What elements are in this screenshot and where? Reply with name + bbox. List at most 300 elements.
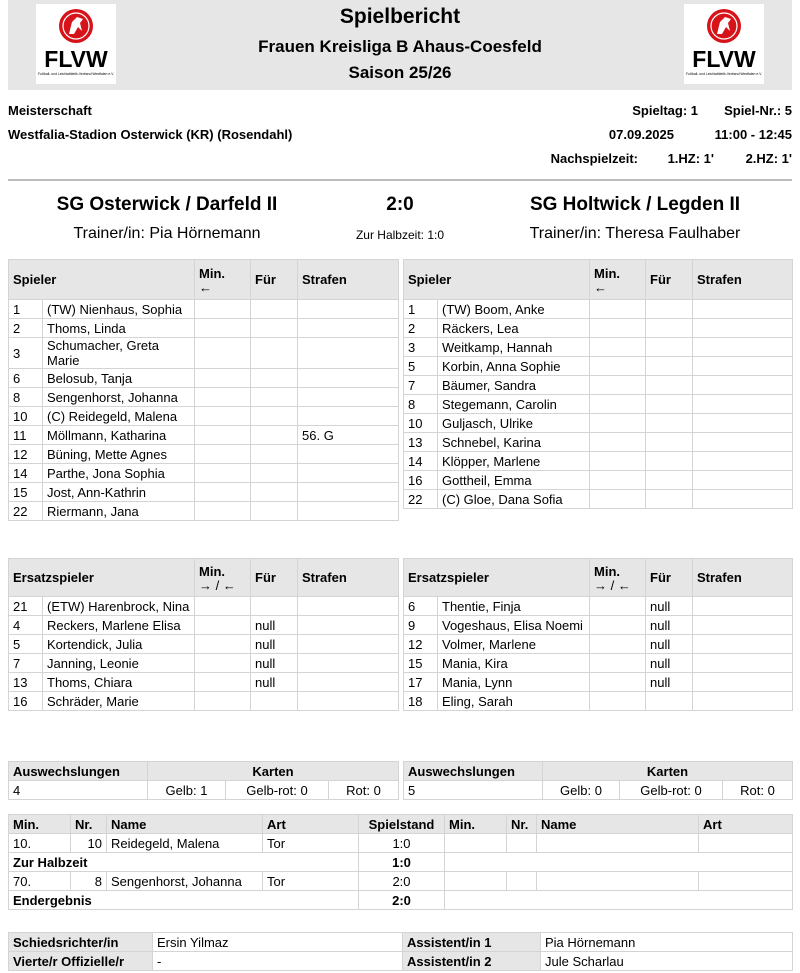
player-minute <box>590 319 646 338</box>
halftime-label: Zur Halbzeit <box>9 853 359 872</box>
player-number: 3 <box>9 338 43 369</box>
player-name: (TW) Boom, Anke <box>438 300 590 319</box>
player-penalty <box>298 319 399 338</box>
player-penalty <box>298 635 399 654</box>
player-row <box>9 635 399 654</box>
player-name: Korbin, Anna Sophie <box>438 357 590 376</box>
player-for <box>251 464 298 483</box>
player-for: null <box>251 673 298 692</box>
player-penalty <box>298 502 399 521</box>
overtime-first-half: 1.HZ: 1' <box>667 151 714 166</box>
player-for <box>251 426 298 445</box>
player-row <box>9 388 399 407</box>
event-score: 2:0 <box>359 872 445 891</box>
player-name: Guljasch, Ulrike <box>438 414 590 433</box>
referee-label: Schiedsrichter/in <box>9 933 153 952</box>
player-minute <box>195 616 251 635</box>
event-type: Tor <box>263 872 359 891</box>
player-minute <box>590 338 646 357</box>
player-number: 6 <box>404 597 438 616</box>
player-number: 10 <box>404 414 438 433</box>
player-row <box>9 597 399 616</box>
player-row <box>404 490 793 509</box>
player-for: null <box>646 654 693 673</box>
player-row <box>9 300 399 319</box>
event-min-header: Min. <box>9 815 71 834</box>
player-for <box>646 414 693 433</box>
player-minute <box>195 388 251 407</box>
halftime-score: Zur Halbzeit: 1:0 <box>355 228 445 242</box>
player-for <box>646 490 693 509</box>
home-subs-table <box>8 558 399 711</box>
player-name: Thoms, Linda <box>43 319 195 338</box>
player-row <box>9 654 399 673</box>
event-minute: 10. <box>9 834 71 853</box>
player-minute <box>195 502 251 521</box>
player-number: 21 <box>9 597 43 616</box>
player-minute <box>195 300 251 319</box>
player-number: 2 <box>9 319 43 338</box>
player-for <box>251 692 298 711</box>
player-name: Thentie, Finja <box>438 597 590 616</box>
venue: Westfalia-Stadion Osterwick (KR) (Rosendahl) <box>8 127 293 142</box>
player-minute <box>195 654 251 673</box>
player-penalty <box>693 300 793 319</box>
event-name-header: Name <box>107 815 263 834</box>
player-row <box>404 376 793 395</box>
player-name: Stegemann, Carolin <box>438 395 590 414</box>
player-penalty <box>693 414 793 433</box>
home-team-name: SG Osterwick / Darfeld II <box>56 194 278 215</box>
yellow-cards: Gelb: 1 <box>148 781 226 800</box>
player-minute <box>195 338 251 369</box>
player-minute <box>195 483 251 502</box>
page-title: Spielbericht <box>339 5 461 28</box>
event-nr-header: Nr. <box>507 815 537 834</box>
player-row <box>404 616 793 635</box>
player-number: 3 <box>404 338 438 357</box>
substitutions-header: Auswechslungen <box>404 762 543 781</box>
event-min-header: Min. <box>445 815 507 834</box>
player-penalty <box>298 673 399 692</box>
player-row <box>9 407 399 426</box>
player-number: 7 <box>404 376 438 395</box>
player-row <box>404 319 793 338</box>
player-number: 14 <box>9 464 43 483</box>
logo-subtext: Fußball- und Leichtathletik-Verband Westfalen e.V. <box>37 72 115 76</box>
player-for <box>251 597 298 616</box>
player-row <box>404 597 793 616</box>
player-name: Mania, Lynn <box>438 673 590 692</box>
player-number: 5 <box>9 635 43 654</box>
player-for <box>251 483 298 502</box>
event-row <box>9 872 793 891</box>
substitutions-count: 4 <box>9 781 148 800</box>
player-row <box>404 692 793 711</box>
away-coach: Trainer/in: Theresa Faulhaber <box>529 225 741 242</box>
player-penalty <box>298 464 399 483</box>
player-penalty <box>693 357 793 376</box>
player-penalty <box>693 471 793 490</box>
players-header: Spieler <box>404 260 590 300</box>
player-number: 6 <box>9 369 43 388</box>
player-for <box>251 338 298 369</box>
player-for <box>646 692 693 711</box>
player-for <box>251 445 298 464</box>
player-for <box>251 388 298 407</box>
fourth-official-label: Vierte/r Offizielle/r <box>9 952 153 971</box>
for-header: Für <box>251 559 298 597</box>
player-number: 13 <box>404 433 438 452</box>
player-number: 5 <box>404 357 438 376</box>
player-minute <box>590 471 646 490</box>
yellow-cards: Gelb: 0 <box>543 781 620 800</box>
event-number: 8 <box>71 872 107 891</box>
player-number: 1 <box>9 300 43 319</box>
player-for <box>646 395 693 414</box>
player-name: Riermann, Jana <box>43 502 195 521</box>
player-name: Jost, Ann-Kathrin <box>43 483 195 502</box>
logo-text: FLVW <box>44 46 108 72</box>
player-minute <box>195 597 251 616</box>
events-table <box>8 814 793 910</box>
player-number: 7 <box>9 654 43 673</box>
player-minute <box>590 654 646 673</box>
player-name: Schräder, Marie <box>43 692 195 711</box>
for-header: Für <box>646 559 693 597</box>
player-minute <box>195 426 251 445</box>
player-for <box>646 376 693 395</box>
player-minute <box>590 692 646 711</box>
player-row <box>404 395 793 414</box>
player-number: 14 <box>404 452 438 471</box>
logo-text: FLVW <box>692 46 756 72</box>
player-penalty <box>298 692 399 711</box>
player-minute <box>590 452 646 471</box>
player-number: 2 <box>404 319 438 338</box>
player-number: 16 <box>404 471 438 490</box>
player-penalty <box>693 692 793 711</box>
player-name: Sengenhorst, Johanna <box>43 388 195 407</box>
match-time: 11:00 - 12:45 <box>714 127 792 142</box>
player-minute <box>195 445 251 464</box>
player-minute <box>195 407 251 426</box>
player-minute <box>195 692 251 711</box>
player-minute <box>195 369 251 388</box>
player-minute <box>590 635 646 654</box>
substitutions-count: 5 <box>404 781 543 800</box>
player-penalty <box>693 338 793 357</box>
home-summary-table <box>8 761 399 800</box>
away-team-name: SG Holtwick / Legden II <box>529 194 741 215</box>
divider <box>8 179 792 181</box>
player-name: (C) Reidegeld, Malena <box>43 407 195 426</box>
player-row <box>404 357 793 376</box>
player-for <box>646 452 693 471</box>
assistant1-label: Assistent/in 1 <box>403 933 541 952</box>
player-name: Mania, Kira <box>438 654 590 673</box>
player-name: (ETW) Harenbrock, Nina <box>43 597 195 616</box>
assistant1-name: Pia Hörnemann <box>541 933 793 952</box>
player-number: 16 <box>9 692 43 711</box>
player-for: null <box>251 654 298 673</box>
player-number: 13 <box>9 673 43 692</box>
player-for: null <box>646 597 693 616</box>
player-row <box>9 502 399 521</box>
player-for: null <box>646 673 693 692</box>
event-number: 10 <box>71 834 107 853</box>
player-number: 15 <box>404 654 438 673</box>
player-for: null <box>251 616 298 635</box>
player-minute <box>195 464 251 483</box>
league-name: Frauen Kreisliga B Ahaus-Coesfeld <box>258 37 542 56</box>
player-for: null <box>646 616 693 635</box>
player-minute <box>590 490 646 509</box>
subs-header: Ersatzspieler <box>9 559 195 597</box>
player-minute <box>590 357 646 376</box>
player-penalty: 56. G <box>298 426 399 445</box>
players-header: Spieler <box>9 260 195 300</box>
player-name: (TW) Nienhaus, Sophia <box>43 300 195 319</box>
player-number: 12 <box>404 635 438 654</box>
player-penalty <box>298 654 399 673</box>
player-row <box>404 300 793 319</box>
red-cards: Rot: 0 <box>329 781 399 800</box>
player-row <box>404 673 793 692</box>
player-minute <box>590 300 646 319</box>
home-coach: Trainer/in: Pia Hörnemann <box>73 225 261 242</box>
player-name: Eling, Sarah <box>438 692 590 711</box>
player-row <box>9 445 399 464</box>
flvw-logo <box>684 4 764 84</box>
player-row <box>9 369 399 388</box>
final-score: 2:0 <box>386 194 414 215</box>
penalties-header: Strafen <box>298 260 399 300</box>
player-number: 15 <box>9 483 43 502</box>
player-minute <box>590 395 646 414</box>
player-for <box>251 407 298 426</box>
player-penalty <box>693 616 793 635</box>
for-header: Für <box>251 260 298 300</box>
event-score-header: Spielstand <box>359 815 445 834</box>
player-row <box>404 471 793 490</box>
halftime-score: 1:0 <box>359 853 445 872</box>
yellow-red-cards: Gelb-rot: 0 <box>226 781 329 800</box>
player-row <box>404 338 793 357</box>
player-for <box>251 319 298 338</box>
penalties-header: Strafen <box>693 260 793 300</box>
player-number: 10 <box>9 407 43 426</box>
player-penalty <box>298 388 399 407</box>
player-penalty <box>693 490 793 509</box>
player-name: Bäumer, Sandra <box>438 376 590 395</box>
player-number: 22 <box>404 490 438 509</box>
player-number: 22 <box>9 502 43 521</box>
player-for <box>646 338 693 357</box>
player-name: Thoms, Chiara <box>43 673 195 692</box>
for-header: Für <box>646 260 693 300</box>
player-name: Möllmann, Katharina <box>43 426 195 445</box>
player-penalty <box>693 376 793 395</box>
event-minute: 70. <box>9 872 71 891</box>
fourth-official-name: - <box>153 952 403 971</box>
away-players-table <box>403 259 793 509</box>
player-for <box>646 433 693 452</box>
player-minute <box>590 597 646 616</box>
cards-header: Karten <box>148 762 399 781</box>
halftime-row <box>9 853 793 872</box>
player-penalty <box>298 369 399 388</box>
player-for <box>646 471 693 490</box>
min-header: Min. ← <box>195 260 251 300</box>
player-number: 9 <box>404 616 438 635</box>
player-name: Kortendick, Julia <box>43 635 195 654</box>
player-for <box>646 319 693 338</box>
player-name: Räckers, Lea <box>438 319 590 338</box>
player-penalty <box>693 635 793 654</box>
player-penalty <box>693 433 793 452</box>
player-penalty <box>298 300 399 319</box>
player-row <box>404 635 793 654</box>
player-row <box>9 426 399 445</box>
player-row <box>404 452 793 471</box>
player-number: 11 <box>9 426 43 445</box>
player-penalty <box>693 597 793 616</box>
player-penalty <box>693 395 793 414</box>
event-nr-header: Nr. <box>71 815 107 834</box>
yellow-red-cards: Gelb-rot: 0 <box>620 781 723 800</box>
player-row <box>9 319 399 338</box>
player-penalty <box>298 445 399 464</box>
final-result: 2:0 <box>359 891 445 910</box>
cards-header: Karten <box>543 762 793 781</box>
event-player: Sengenhorst, Johanna <box>107 872 263 891</box>
player-minute <box>590 673 646 692</box>
player-number: 8 <box>9 388 43 407</box>
red-cards: Rot: 0 <box>723 781 793 800</box>
player-number: 1 <box>404 300 438 319</box>
player-number: 4 <box>9 616 43 635</box>
player-name: Parthe, Jona Sophia <box>43 464 195 483</box>
event-score: 1:0 <box>359 834 445 853</box>
min-header: Min. → / ← <box>195 559 251 597</box>
match-number: Spiel-Nr.: 5 <box>724 103 792 118</box>
player-name: Vogeshaus, Elisa Noemi <box>438 616 590 635</box>
event-type-header: Art <box>699 815 793 834</box>
player-penalty <box>693 654 793 673</box>
overtime-second-half: 2.HZ: 1' <box>745 151 792 166</box>
player-name: Volmer, Marlene <box>438 635 590 654</box>
player-number: 8 <box>404 395 438 414</box>
player-penalty <box>298 338 399 369</box>
player-row <box>9 692 399 711</box>
player-row <box>9 464 399 483</box>
player-minute <box>590 433 646 452</box>
player-penalty <box>693 319 793 338</box>
home-players-table <box>8 259 399 521</box>
away-summary-table <box>403 761 793 800</box>
matchday: Spieltag: 1 <box>632 103 698 118</box>
assistant2-label: Assistent/in 2 <box>403 952 541 971</box>
event-name-header: Name <box>537 815 699 834</box>
match-date: 07.09.2025 <box>608 127 674 142</box>
player-name: Janning, Leonie <box>43 654 195 673</box>
player-name: Schnebel, Karina <box>438 433 590 452</box>
player-name: Weitkamp, Hannah <box>438 338 590 357</box>
referee-name: Ersin Yilmaz <box>153 933 403 952</box>
player-for <box>646 357 693 376</box>
player-penalty <box>298 616 399 635</box>
player-row <box>404 654 793 673</box>
player-minute <box>590 616 646 635</box>
player-number: 17 <box>404 673 438 692</box>
player-minute <box>195 635 251 654</box>
player-for <box>646 300 693 319</box>
player-for <box>251 300 298 319</box>
player-name: Reckers, Marlene Elisa <box>43 616 195 635</box>
player-number: 18 <box>404 692 438 711</box>
player-minute <box>195 673 251 692</box>
overtime-label: Nachspielzeit: <box>550 151 638 166</box>
player-penalty <box>693 452 793 471</box>
player-row <box>9 673 399 692</box>
player-row <box>9 483 399 502</box>
min-header: Min. → / ← <box>590 559 646 597</box>
report-header <box>8 0 792 90</box>
final-label: Endergebnis <box>9 891 359 910</box>
penalties-header: Strafen <box>298 559 399 597</box>
player-minute <box>590 414 646 433</box>
subs-header: Ersatzspieler <box>404 559 590 597</box>
competition-type: Meisterschaft <box>8 103 92 118</box>
player-for <box>251 502 298 521</box>
event-player: Reidegeld, Malena <box>107 834 263 853</box>
away-subs-table <box>403 558 793 711</box>
player-for: null <box>646 635 693 654</box>
event-type: Tor <box>263 834 359 853</box>
player-penalty <box>298 407 399 426</box>
penalties-header: Strafen <box>693 559 793 597</box>
event-row <box>9 834 793 853</box>
logo-subtext: Fußball- und Leichtathletik-Verband Westfalen e.V. <box>685 72 763 76</box>
player-row <box>9 616 399 635</box>
final-row <box>9 891 793 910</box>
player-penalty <box>298 597 399 616</box>
min-header: Min. ← <box>590 260 646 300</box>
substitutions-header: Auswechslungen <box>9 762 148 781</box>
player-for: null <box>251 635 298 654</box>
player-penalty <box>693 673 793 692</box>
player-minute <box>590 376 646 395</box>
season: Saison 25/26 <box>348 63 452 82</box>
event-type-header: Art <box>263 815 359 834</box>
officials-table <box>8 932 793 971</box>
player-row <box>404 414 793 433</box>
player-for <box>251 369 298 388</box>
player-name: Belosub, Tanja <box>43 369 195 388</box>
player-minute <box>195 319 251 338</box>
player-number: 12 <box>9 445 43 464</box>
player-name: (C) Gloe, Dana Sofia <box>438 490 590 509</box>
player-penalty <box>298 483 399 502</box>
player-name: Schumacher, Greta Marie <box>43 338 195 369</box>
player-row <box>404 433 793 452</box>
assistant2-name: Jule Scharlau <box>541 952 793 971</box>
player-name: Gottheil, Emma <box>438 471 590 490</box>
player-row <box>9 338 399 369</box>
player-name: Büning, Mette Agnes <box>43 445 195 464</box>
player-name: Klöpper, Marlene <box>438 452 590 471</box>
